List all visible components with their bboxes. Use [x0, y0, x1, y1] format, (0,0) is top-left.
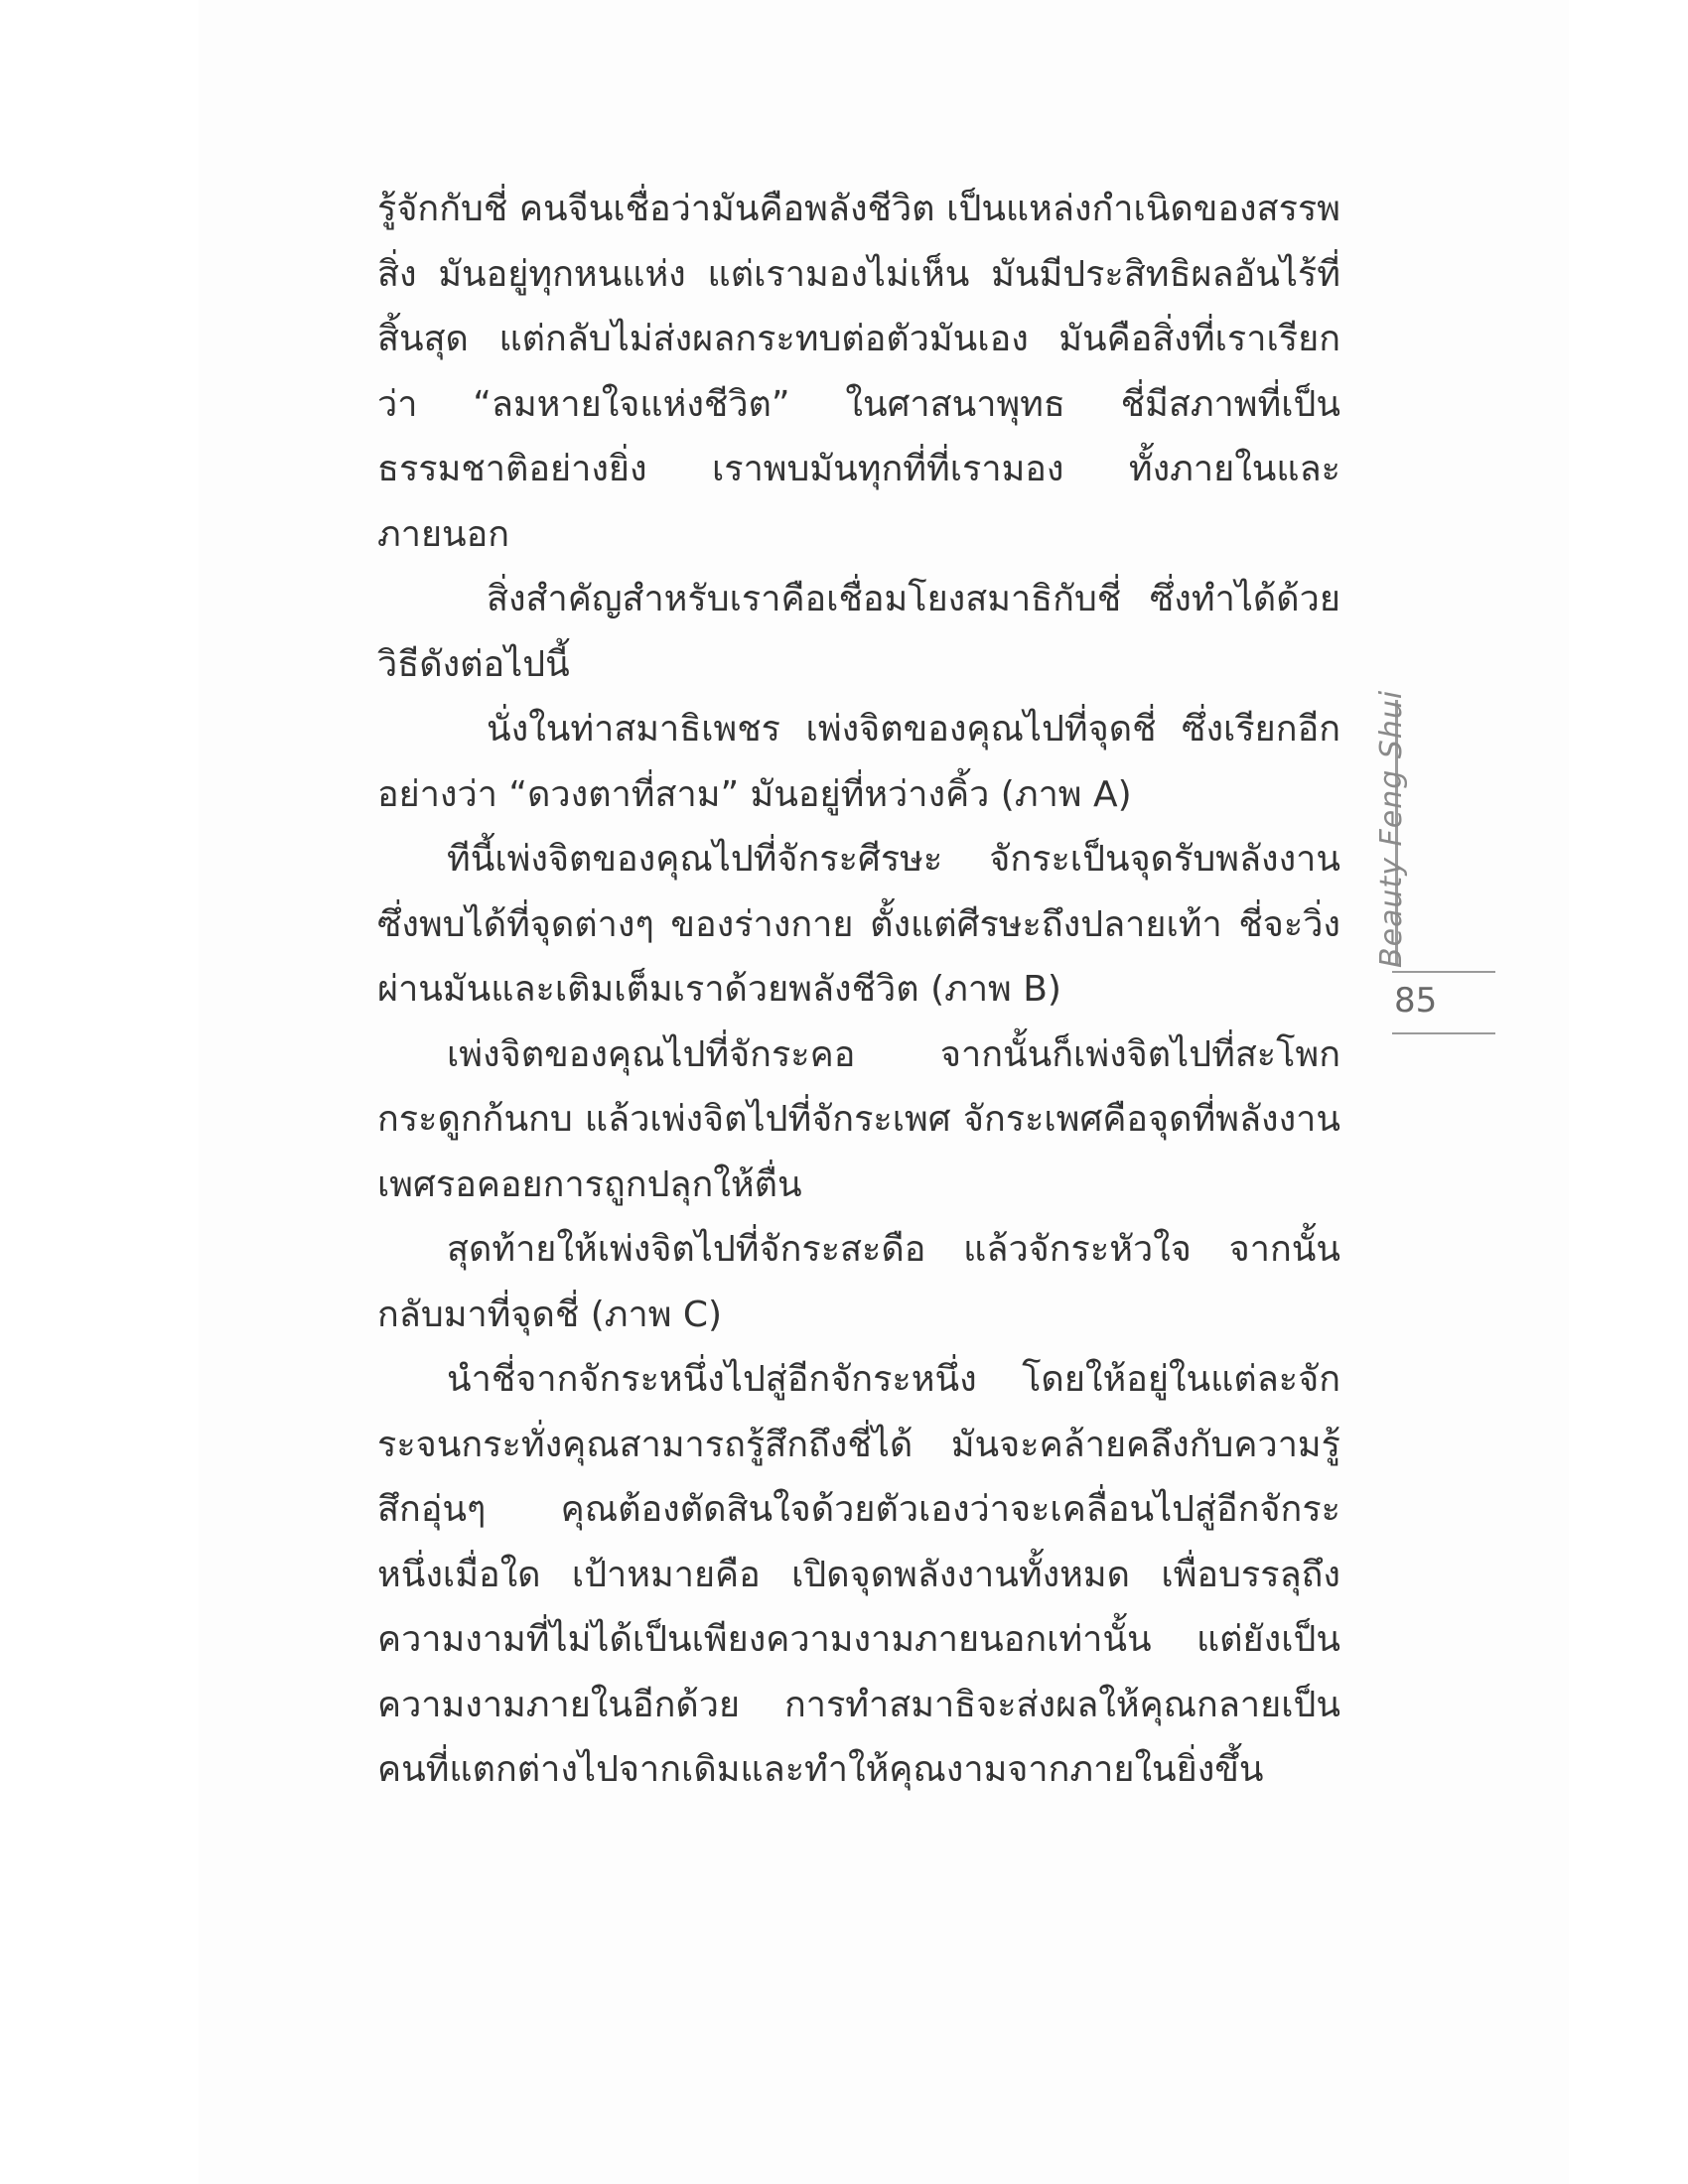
paragraph-1: รู้จักกับชี่ คนจีนเชื่อว่ามันคือพลังชีวิต เป็นแหล่งกำเนิดของสรรพสิ่ง มันอยู่ทุกหนแห่ง แต่เรามองไม่เห็น มันมีประสิทธิผลอันไร้ที่สิ้นสุด แต่กลับไม่ส่งผลกระทบต่อตัวมันเอง มันคือสิ่งที่เราเรียกว่า “ลมหายใจแห่งชีวิต” ในศาสนาพุทธ ชี่มีสภาพที่เป็นธรรมชาติอย่างยิ่ง เราพบมันทุกที่ที่เรามอง ทั้งภายในและภายนอก	[377, 189, 1340, 555]
page-number-rule-bottom	[1392, 1032, 1495, 1034]
body-text	[377, 177, 1340, 1803]
paragraph-4: ทีนี้เพ่งจิตของคุณไปที่จักระศีรษะ จักระเป็นจุดรับพลังงานซึ่งพบได้ที่จุดต่างๆ ของร่างกาย ตั้งแต่ศีรษะถึงปลายเท้า ชี่จะวิ่งผ่านมันและเติมเต็มเราด้วยพลังชีวิต (ภาพ B)	[377, 839, 1340, 1010]
page-number-rule-top	[1392, 971, 1495, 973]
running-title-text: Beauty Feng Shui	[1374, 689, 1409, 968]
paragraph-5: เพ่งจิตของคุณไปที่จักระคอ จากนั้นก็เพ่งจิตไปที่สะโพก กระดูกก้นกบ แล้วเพ่งจิตไปที่จักระเพศ จักระเพศคือจุดที่พลังงานเพศรอคอยการถูกปลุกให้ตื่น	[377, 1033, 1340, 1205]
paragraph-3: นั่งในท่าสมาธิเพชร เพ่งจิตของคุณไปที่จุดชี่ ซึ่งเรียกอีกอย่างว่า “ดวงตาที่สาม” มันอยู่ที่หว่างคิ้ว (ภาพ A)	[377, 709, 1340, 815]
page-number: 85	[1394, 981, 1438, 1021]
paragraph-2: สิ่งสำคัญสำหรับเราคือเชื่อมโยงสมาธิกับชี่ ซึ่งทำได้ด้วยวิธีดังต่อไปนี้	[377, 579, 1340, 685]
paragraph-7: นำชี่จากจักระหนึ่งไปสู่อีกจักระหนึ่ง โดยให้อยู่ในแต่ละจักระจนกระทั่งคุณสามารถรู้สึกถึงชี่ได้ มันจะคล้ายคลึงกับความรู้สึกอุ่นๆ คุณต้องตัดสินใจด้วยตัวเองว่าจะเคลื่อนไปสู่อีกจักระหนึ่งเมื่อใด เป้าหมายคือ เปิดจุดพลังงานทั้งหมด เพื่อบรรลุถึงความงามที่ไม่ได้เป็นเพียงความงามภายนอกเท่านั้น แต่ยังเป็นความงามภายในอีกด้วย การทำสมาธิจะส่งผลให้คุณกลายเป็นคนที่แตกต่างไปจากเดิมและทำให้คุณงามจากภายในยิ่งขึ้น	[377, 1359, 1340, 1790]
paragraph-6: สุดท้ายให้เพ่งจิตไปที่จักระสะดือ แล้วจักระหัวใจ จากนั้นกลับมาที่จุดชี่ (ภาพ C)	[377, 1229, 1340, 1335]
